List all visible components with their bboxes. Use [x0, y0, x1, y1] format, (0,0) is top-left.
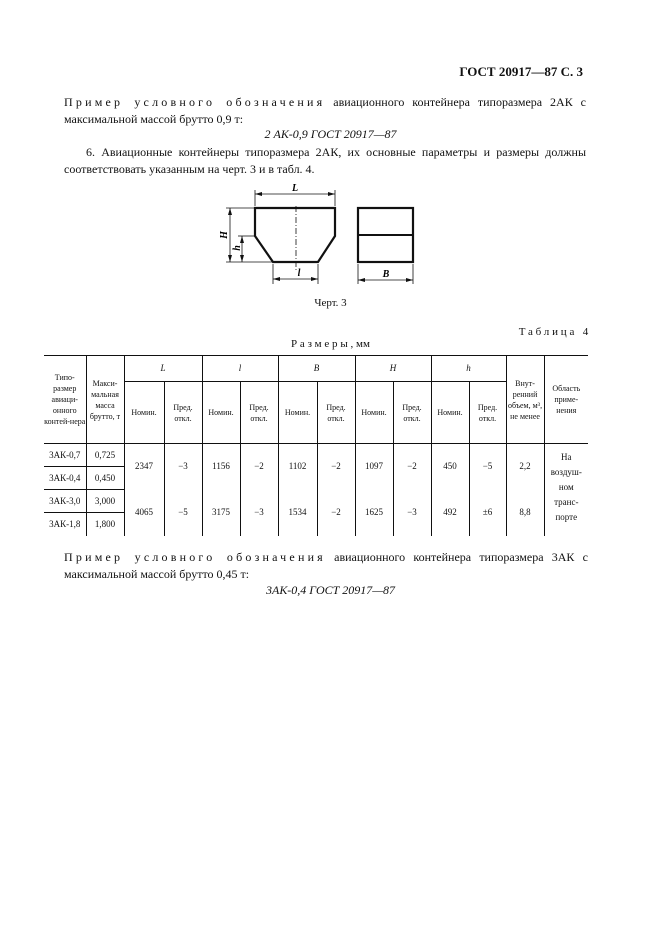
document-reference: ГОСТ 20917—87 С. 3	[459, 64, 583, 79]
header-H-dev: Пред. откл.	[393, 382, 431, 444]
header-H: H	[355, 356, 431, 382]
row-type: 3АК-1,8	[44, 513, 86, 536]
header-l-dev: Пред. откл.	[240, 382, 278, 444]
cell-H-nom: 1625	[355, 490, 393, 536]
table-row	[44, 444, 588, 467]
header-h-nom: Номин.	[431, 382, 469, 444]
cell-volume: 2,2	[506, 444, 544, 490]
area-line: ном	[558, 482, 574, 492]
drawing-label-H: H	[219, 231, 230, 239]
cell-l-dev: −2	[240, 444, 278, 490]
row-mass: 1,800	[86, 513, 124, 536]
table-dimensions-title	[0, 338, 661, 350]
dimensions-table	[44, 355, 588, 536]
area-line: транс-	[554, 497, 579, 507]
cell-l-nom: 1156	[202, 444, 240, 490]
drawing-label-l: l	[297, 268, 301, 279]
header-H-nom: Номин.	[355, 382, 393, 444]
header-l-nom: Номин.	[202, 382, 240, 444]
example1-rest: авиационного контейнера типоразмера 2АК с максимальной массой брутто 0,9 т:	[64, 95, 586, 126]
header-mass: Макси-мальная масса брутто, т	[86, 356, 124, 444]
cell-L-nom: 2347	[124, 444, 164, 490]
drawing-label-L: L	[291, 183, 299, 194]
header-h: h	[431, 356, 506, 382]
row-type: 3АК-3,0	[44, 490, 86, 513]
row-type: 3АК-0,4	[44, 467, 86, 490]
table-header-row-1	[44, 356, 588, 382]
cell-h-nom: 492	[431, 490, 469, 536]
cell-L-dev: −3	[164, 444, 202, 490]
example2-rest: авиационного контейнера типоразмера 3АК с максимальной массой брутто 0,45 т:	[64, 550, 588, 581]
dimensions-unit: , мм	[350, 338, 370, 350]
cell-L-dev: −5	[164, 490, 202, 536]
cell-H-dev: −3	[393, 490, 431, 536]
cell-volume: 8,8	[506, 490, 544, 536]
cell-B-nom: 1534	[278, 490, 317, 536]
front-view	[226, 190, 335, 284]
header-area: Область приме-нения	[544, 356, 588, 444]
area-line: порте	[555, 512, 578, 522]
example1-lead: Пример условного обозначения	[64, 95, 326, 109]
table-label: Таблица 4	[518, 326, 591, 338]
drawing-caption: Черт. 3	[314, 297, 347, 309]
drawing-label-h: h	[232, 245, 243, 251]
area-line: На	[561, 452, 572, 462]
area-line: воздуш-	[550, 467, 582, 477]
header-type: Типо-размер авиаци-онного контей-нера	[44, 356, 86, 444]
row-type: 3АК-0,7	[44, 444, 86, 467]
example1-designation: 2 АК-0,9 ГОСТ 20917—87	[264, 127, 397, 141]
row-mass: 0,450	[86, 467, 124, 490]
cell-B-dev: −2	[317, 490, 355, 536]
header-L-dev: Пред. откл.	[164, 382, 202, 444]
cell-B-nom: 1102	[278, 444, 317, 490]
header-l: l	[202, 356, 278, 382]
cell-L-nom: 4065	[124, 490, 164, 536]
drawing-label-B: B	[382, 269, 390, 280]
header-h-dev: Пред. откл.	[469, 382, 506, 444]
cell-B-dev: −2	[317, 444, 355, 490]
header-L: L	[124, 356, 202, 382]
cell-H-dev: −2	[393, 444, 431, 490]
cell-area	[544, 444, 588, 536]
section6-paragraph: 6. Авиационные контейнеры типоразмера 2АК, их основные параметры и размеры должны соответствовать указанным на черт. 3 и в табл. 4.	[64, 145, 586, 176]
row-mass: 0,725	[86, 444, 124, 467]
header-B-nom: Номин.	[278, 382, 317, 444]
cell-H-nom: 1097	[355, 444, 393, 490]
header-L-nom: Номин.	[124, 382, 164, 444]
header-volume: Внут-ренний объем, м³, не менее	[506, 356, 544, 444]
header-B: B	[278, 356, 355, 382]
cell-h-nom: 450	[431, 444, 469, 490]
cell-l-nom: 3175	[202, 490, 240, 536]
row-mass: 3,000	[86, 490, 124, 513]
container-drawing	[210, 180, 430, 290]
example2-lead: Пример условного обозначения	[64, 550, 326, 564]
example1-paragraph	[64, 94, 586, 128]
cell-l-dev: −3	[240, 490, 278, 536]
cell-h-dev: ±6	[469, 490, 506, 536]
example2-paragraph	[64, 549, 588, 583]
header-B-dev: Пред. откл.	[317, 382, 355, 444]
table-row	[44, 490, 588, 513]
dimensions-word: Размеры	[291, 338, 351, 350]
example2-designation: 3АК-0,4 ГОСТ 20917—87	[266, 583, 395, 597]
cell-h-dev: −5	[469, 444, 506, 490]
